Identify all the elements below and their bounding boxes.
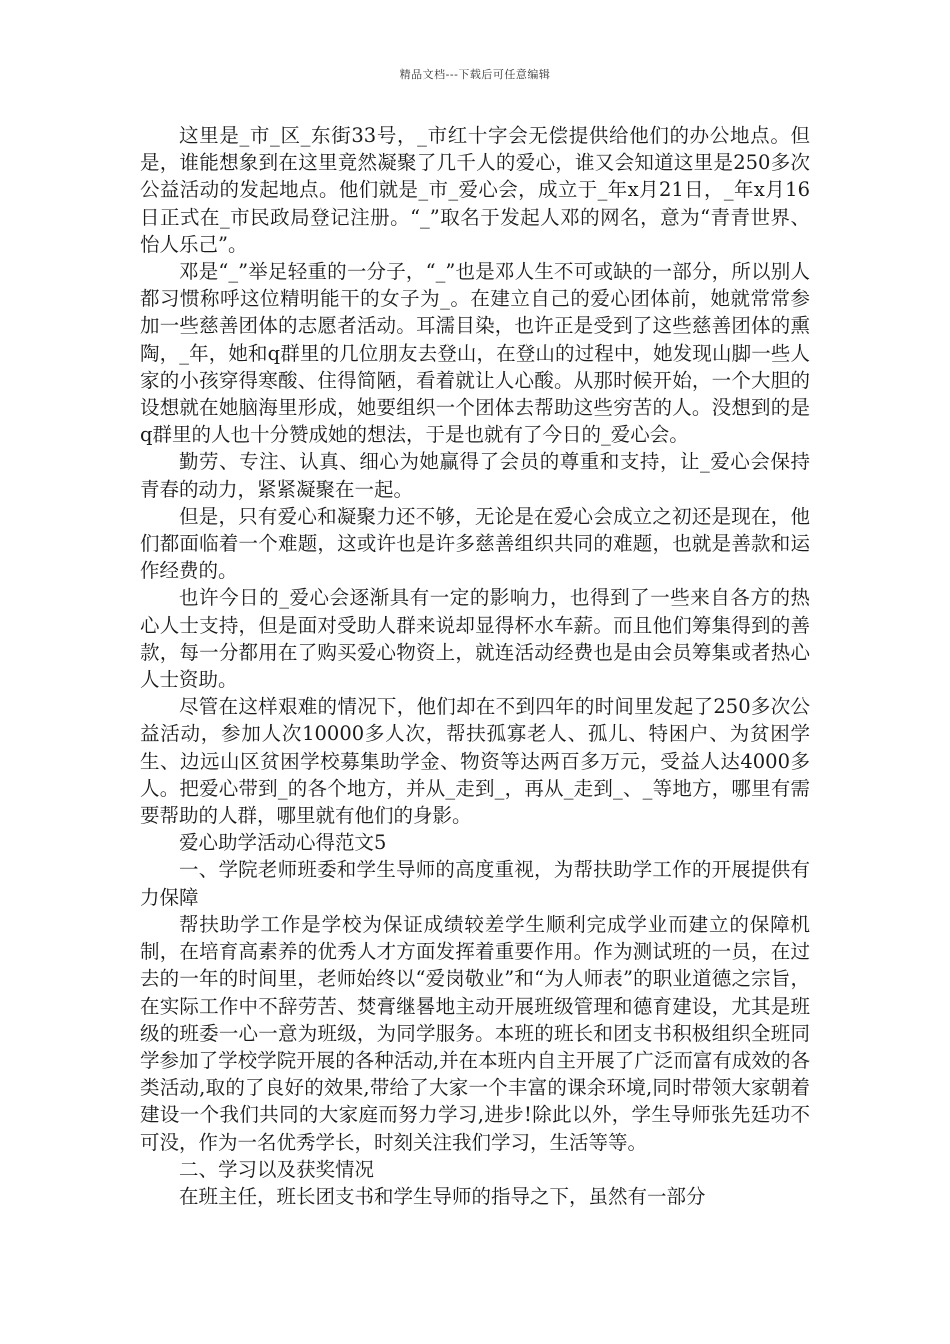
paragraph: 邓是“_”举足轻重的一分子，“_”也是邓人生不可或缺的一部分，所以别人都习惯称呼这位精明能干的女子为_。在建立自己的爱心团体前，她就常常参加一些慈善团体的志愿者活动。耳濡目染，也许正是受到了这些慈善团体的熏陶，_年，她和q群里的几位朋友去登山，在登山的过程中，她发现山脚一些人家的小孩穿得寒酸、住得简陋，看着就让人心酸。从那时候开始，一个大胆的设想就在她脑海里形成，她要组织一个团体去帮助这些穷苦的人。没想到的是q群里的人也十分赞成她的想法，于是也就有了今日的_爱心会。 bbox=[140, 260, 810, 447]
section-heading: 一、学院老师班委和学生导师的高度重视，为帮扶助学工作的开展提供有力保障 bbox=[140, 858, 810, 909]
paragraph: 这里是_市_区_东街33号，_市红十字会无偿提供给他们的办公地点。但是，谁能想象到在这里竟然凝聚了几千人的爱心，谁又会知道这里是250多次公益活动的发起地点。他们就是_市_爱心会，成立于_年x月21日，_年x月16日正式在_市民政局登记注册。“_”取名于发起人邓的网名，意为“青青世界、怡人乐己”。 bbox=[140, 124, 810, 256]
paragraph: 但是，只有爱心和凝聚力还不够，无论是在爱心会成立之初还是现在，他们都面临着一个难题，这或许也是许多慈善组织共同的难题，也就是善款和运作经费的。 bbox=[140, 504, 810, 583]
section-title: 爱心助学活动心得范文5 bbox=[179, 831, 387, 855]
paragraph: 帮扶助学工作是学校为保证成绩较差学生顺利完成学业而建立的保障机制，在培育高素养的优秀人才方面发挥着重要作用。作为测试班的一员，在过去的一年的时间里，老师始终以“爱岗敬业”和“为人师表”的职业道德之宗旨，在实际工作中不辞劳苦、焚膏继晷地主动开展班级管理和德育建设，尤其是班级的班委一心一意为班级，为同学服务。本班的班长和团支书积极组织全班同学参加了学校学院开展的各种活动,并在本班内自主开展了广泛而富有成效的各类活动,取的了良好的效果,带给了大家一个丰富的课余环境,同时带领大家朝着建设一个我们共同的大家庭而努力学习,进步!除此以外，学生导师张先廷功不可没，作为一名优秀学长，时刻关注我们学习，生活等等。 bbox=[140, 912, 810, 1154]
paragraph: 尽管在这样艰难的情况下，他们却在不到四年的时间里发起了250多次公益活动，参加人次10000多人次，帮扶孤寡老人、孤儿、特困户、为贫困学生、边远山区贫困学校募集助学金、物资等达两百多万元，受益人达4000多人。把爱心带到_的各个地方，并从_走到_，再从_走到_、_等地方，哪里有需要帮助的人群，哪里就有他们的身影。 bbox=[140, 695, 810, 828]
paragraph: 在班主任，班长团支书和学生导师的指导之下，虽然有一部分 bbox=[179, 1184, 706, 1208]
page-header: 精品文档---下载后可任意编辑 bbox=[399, 68, 551, 81]
paragraph: 也许今日的_爱心会逐渐具有一定的影响力，也得到了一些来自各方的热心人士支持，但是面对受助人群来说却显得杯水车薪。而且他们筹集得到的善款，每一分都用在了购买爱心物资上，就连活动经费也是由会员筹集或者热心人士资助。 bbox=[140, 586, 810, 692]
section-heading: 二、学习以及获奖情况 bbox=[179, 1157, 375, 1181]
paragraph: 勤劳、专注、认真、细心为她赢得了会员的尊重和支持，让_爱心会保持青春的动力，紧紧凝聚在一起。 bbox=[140, 450, 810, 501]
document-body bbox=[140, 122, 810, 1210]
